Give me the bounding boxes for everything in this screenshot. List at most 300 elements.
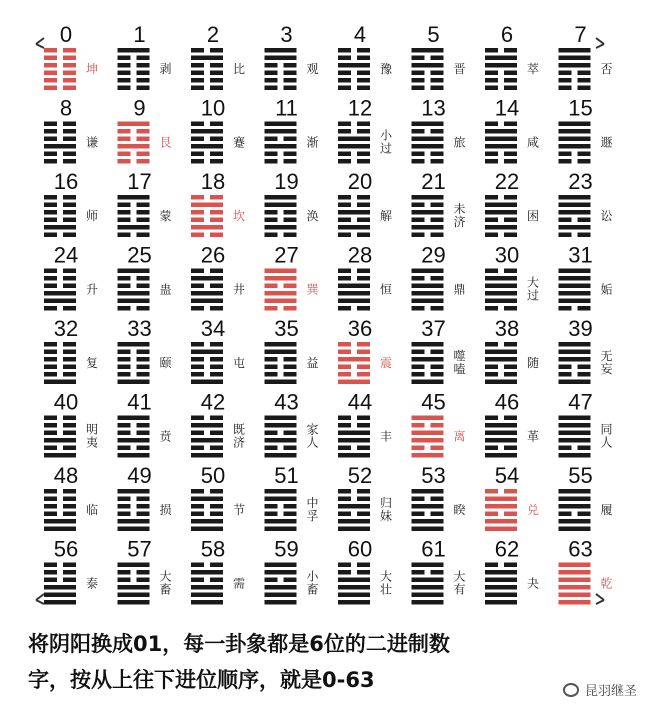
caption-line-1: 将阴阳换成01，每一卦象都是6位的二进制数: [28, 632, 450, 656]
yang-line: [485, 284, 517, 289]
yang-line: [559, 48, 591, 53]
yin-line-right: [357, 416, 370, 421]
hexagram-name: 旅: [453, 135, 466, 150]
yang-line: [265, 380, 297, 385]
yang-line: [191, 203, 223, 208]
hexagram-number: 29: [421, 242, 446, 268]
hexagram-cell: [485, 169, 539, 237]
yin-line-left: [338, 350, 351, 355]
yin-line-left: [338, 78, 351, 83]
yin-line-right: [284, 159, 297, 164]
yang-line: [412, 269, 444, 274]
yin-line-left: [191, 431, 204, 436]
yin-line-right: [210, 446, 223, 451]
yin-line-left: [44, 86, 57, 91]
yin-line-left: [485, 122, 498, 127]
hexagram-cell: [485, 96, 539, 164]
yin-line-right: [504, 306, 517, 311]
yin-line-left: [412, 159, 425, 164]
yin-line-left: [191, 195, 204, 200]
yang-line: [191, 519, 223, 524]
yin-line-right: [284, 152, 297, 157]
yin-line-left: [191, 578, 204, 583]
hexagram-cell: [44, 463, 98, 531]
yang-line: [559, 225, 591, 230]
hexagram-cell: [338, 316, 392, 384]
yin-line-right: [137, 159, 150, 164]
yin-line-left: [412, 233, 425, 238]
hexagram-name: 比: [233, 62, 246, 76]
yang-line: [338, 438, 370, 443]
yin-line-left: [44, 306, 57, 311]
yang-line: [559, 56, 591, 61]
yin-line-left: [44, 233, 57, 238]
yin-line-right: [63, 63, 76, 68]
yang-line: [412, 578, 444, 583]
yang-line: [265, 342, 297, 347]
yin-line-right: [578, 86, 591, 91]
hexagram-cell: [191, 96, 245, 164]
yin-line-left: [412, 203, 425, 208]
yin-line-right: [284, 86, 297, 91]
yin-line-right: [504, 365, 517, 370]
hexagram-name: 同人: [600, 422, 613, 450]
watermark-text: 昆羽继圣: [584, 684, 637, 699]
yang-line: [485, 453, 517, 458]
yin-line-right: [63, 423, 76, 428]
yin-line-left: [338, 489, 351, 494]
yin-line-right: [137, 284, 150, 289]
yin-line-right: [431, 276, 444, 281]
hexagram-cell: [118, 390, 173, 458]
yang-line: [265, 585, 297, 590]
yang-line: [44, 438, 76, 443]
yang-line: [265, 291, 297, 296]
yin-line-right: [137, 357, 150, 362]
yin-line-right: [578, 306, 591, 311]
yin-line-left: [118, 431, 131, 436]
yang-line: [265, 129, 297, 134]
hexagram-cell: [338, 22, 392, 90]
hexagram-name: 坎: [233, 209, 246, 223]
yin-line-left: [118, 306, 131, 311]
yang-line: [559, 416, 591, 421]
yin-line-left: [265, 233, 278, 238]
yin-line-left: [44, 276, 57, 281]
yang-line: [412, 489, 444, 494]
yang-line: [338, 578, 370, 583]
yang-line: [338, 291, 370, 296]
yin-line-left: [412, 497, 425, 502]
yin-line-left: [44, 48, 57, 53]
yin-line-right: [137, 137, 150, 142]
yin-line-right: [357, 512, 370, 517]
yang-line: [559, 600, 591, 605]
hexagram-number: 14: [494, 95, 520, 121]
yin-line-left: [44, 56, 57, 61]
yin-line-left: [485, 159, 498, 164]
yang-line: [412, 380, 444, 385]
yin-line-left: [485, 86, 498, 91]
yang-line: [338, 504, 370, 509]
yin-line-right: [284, 78, 297, 83]
hexagram-name: 需: [233, 576, 246, 591]
yang-line: [118, 48, 150, 53]
yin-line-right: [63, 357, 76, 362]
yang-line: [485, 438, 517, 443]
yang-line: [191, 225, 223, 230]
yin-line-left: [265, 504, 278, 509]
yang-line: [118, 593, 150, 598]
yang-line: [44, 380, 76, 385]
yin-line-left: [338, 570, 351, 575]
yin-line-right: [210, 365, 223, 370]
yin-line-left: [191, 284, 204, 289]
yin-line-right: [137, 306, 150, 311]
hexagram-number: 63: [568, 536, 593, 562]
yin-line-right: [431, 152, 444, 157]
yang-line: [485, 423, 517, 428]
hexagram-name: 噬嗑: [453, 349, 466, 376]
yin-line-right: [504, 195, 517, 200]
hexagram-cell: [44, 390, 98, 458]
yang-line: [265, 527, 297, 532]
hexagram-name: 夬: [527, 576, 540, 591]
hexagram-number: 6: [500, 22, 514, 47]
yang-line: [559, 144, 591, 149]
yin-line-left: [118, 218, 131, 223]
hexagram-number: 2: [206, 22, 220, 47]
yin-line-left: [338, 306, 351, 311]
hexagram-number: 42: [200, 389, 226, 415]
yin-line-left: [118, 423, 131, 428]
yin-line-right: [63, 152, 76, 157]
hexagram-name: 贲: [159, 429, 172, 444]
yin-line-left: [412, 276, 425, 281]
yang-line: [412, 291, 444, 296]
hexagram-number: 48: [53, 463, 79, 488]
yin-line-right: [137, 71, 150, 76]
yin-line-left: [118, 129, 131, 134]
yin-line-right: [210, 137, 223, 142]
yang-line: [338, 63, 370, 68]
hexagram-cell: [338, 390, 392, 458]
yin-line-left: [338, 218, 351, 223]
yin-line-right: [63, 342, 76, 347]
yin-line-right: [504, 416, 517, 421]
yin-line-right: [431, 78, 444, 83]
yin-line-right: [504, 342, 517, 347]
yang-line: [559, 203, 591, 208]
yin-line-right: [578, 512, 591, 517]
yin-line-left: [412, 350, 425, 355]
yin-line-right: [63, 269, 76, 274]
yang-line: [485, 527, 517, 532]
hexagram-name: 讼: [600, 209, 613, 223]
yin-line-left: [191, 446, 204, 451]
yin-line-left: [485, 218, 498, 223]
yang-line: [559, 423, 591, 428]
yang-line: [559, 489, 591, 494]
yin-line-left: [118, 159, 131, 164]
yin-line-left: [118, 56, 131, 61]
hexagram-number: 1: [133, 22, 146, 47]
yang-line: [118, 527, 150, 532]
yin-line-right: [210, 489, 223, 494]
yin-line-left: [338, 48, 351, 53]
yin-line-right: [357, 86, 370, 91]
yin-line-right: [63, 276, 76, 281]
yang-line: [265, 519, 297, 524]
yin-line-left: [338, 203, 351, 208]
yin-line-right: [431, 129, 444, 134]
yang-line: [338, 225, 370, 230]
yin-line-left: [485, 446, 498, 451]
yang-line: [485, 497, 517, 502]
hexagram-name: 丰: [380, 429, 393, 444]
hexagram-name: 既济: [233, 422, 246, 450]
yin-line-right: [284, 71, 297, 76]
hexagram-name: 豫: [380, 62, 393, 76]
yin-line-left: [412, 56, 425, 61]
hexagram-number: 38: [494, 316, 520, 341]
yin-line-left: [412, 129, 425, 134]
yin-line-left: [412, 570, 425, 575]
yin-line-left: [338, 195, 351, 200]
hexagram-number: 36: [347, 316, 373, 341]
yang-line: [118, 563, 150, 568]
yang-line: [485, 203, 517, 208]
yin-line-left: [191, 137, 204, 142]
yang-line: [44, 519, 76, 524]
yang-line: [559, 137, 591, 142]
yin-line-left: [338, 446, 351, 451]
yin-line-left: [559, 306, 572, 311]
yang-line: [559, 438, 591, 443]
hexagram-cell: [118, 316, 172, 384]
yin-line-right: [284, 63, 297, 68]
yin-line-left: [118, 350, 131, 355]
hexagram-cell: [485, 537, 539, 605]
yin-line-left: [412, 423, 425, 428]
yang-line: [265, 423, 297, 428]
yang-line: [412, 527, 444, 532]
hexagram-name: 屯: [233, 356, 246, 370]
yin-line-left: [265, 512, 278, 517]
yin-line-right: [210, 210, 223, 215]
yang-line: [118, 299, 150, 304]
yang-line: [191, 380, 223, 385]
yin-line-right: [357, 446, 370, 451]
hexagram-name: 随: [527, 356, 540, 370]
yin-line-left: [338, 365, 351, 370]
hexagram-number: 37: [421, 316, 446, 341]
yin-line-right: [137, 129, 150, 134]
yang-line: [265, 570, 297, 575]
yin-line-right: [137, 504, 150, 509]
yin-line-left: [559, 86, 572, 91]
yang-line: [559, 563, 591, 568]
yin-line-left: [485, 152, 498, 157]
yin-line-right: [63, 489, 76, 494]
hexagram-number: 21: [421, 169, 446, 194]
yin-line-right: [504, 159, 517, 164]
yin-line-right: [63, 48, 76, 53]
hexagram-cell: [265, 390, 319, 458]
yang-line: [559, 380, 591, 385]
yin-line-left: [44, 71, 57, 76]
yin-line-right: [63, 129, 76, 134]
yin-line-right: [63, 350, 76, 355]
yin-line-left: [265, 446, 278, 451]
yin-line-right: [357, 342, 370, 347]
yin-line-left: [118, 497, 131, 502]
yang-line: [44, 593, 76, 598]
yang-line: [265, 489, 297, 494]
yin-line-right: [210, 122, 223, 127]
yin-line-right: [357, 56, 370, 61]
yang-line: [559, 342, 591, 347]
yin-line-right: [431, 56, 444, 61]
hexagram-number: 20: [347, 169, 373, 194]
hexagram-number: 26: [200, 242, 226, 268]
yin-line-right: [210, 269, 223, 274]
yin-line-left: [485, 233, 498, 238]
hexagram-cell: [412, 463, 466, 531]
yang-line: [191, 291, 223, 296]
yin-line-right: [578, 233, 591, 238]
yang-line: [265, 299, 297, 304]
yin-line-left: [44, 578, 57, 583]
yin-line-right: [431, 365, 444, 370]
yin-line-left: [265, 372, 278, 377]
hexagram-cell: [191, 537, 245, 605]
yang-line: [485, 129, 517, 134]
yin-line-left: [44, 269, 57, 274]
hexagram-name: 震: [380, 356, 393, 370]
yang-line: [559, 585, 591, 590]
yin-line-left: [338, 563, 351, 568]
yin-line-right: [63, 284, 76, 289]
hexagram-name: 未济: [453, 202, 466, 229]
hexagram-name: 大畜: [159, 569, 172, 597]
yin-line-left: [485, 78, 498, 83]
hexagram-name: 升: [86, 282, 99, 297]
yin-line-left: [265, 78, 278, 83]
yang-line: [559, 195, 591, 200]
yin-line-left: [338, 276, 351, 281]
yin-line-left: [559, 78, 572, 83]
hexagram-cell: [191, 316, 245, 384]
hexagram-name: 明夷: [86, 422, 99, 450]
yin-line-left: [44, 137, 57, 142]
yang-line: [338, 527, 370, 532]
yin-line-left: [338, 159, 351, 164]
hexagram-cell: [559, 169, 613, 237]
yin-line-right: [504, 512, 517, 517]
yin-line-right: [137, 372, 150, 377]
yin-line-left: [44, 365, 57, 370]
yin-line-left: [338, 372, 351, 377]
yin-line-right: [357, 195, 370, 200]
hexagram-cell: [118, 537, 172, 605]
yin-line-left: [191, 122, 204, 127]
yang-line: [265, 122, 297, 127]
yang-line: [191, 497, 223, 502]
yin-line-left: [412, 78, 425, 83]
yin-line-right: [504, 71, 517, 76]
yin-line-left: [485, 269, 498, 274]
yin-line-right: [63, 504, 76, 509]
yin-line-left: [191, 159, 204, 164]
hexagram-cell: [265, 96, 319, 164]
yin-line-left: [559, 152, 572, 157]
yang-line: [265, 48, 297, 53]
yin-line-right: [284, 372, 297, 377]
yang-line: [265, 497, 297, 502]
yin-line-left: [44, 497, 57, 502]
yin-line-right: [357, 159, 370, 164]
hexagram-cell: [44, 96, 98, 164]
hexagram-cell: [412, 96, 466, 164]
yin-line-right: [284, 504, 297, 509]
yin-line-right: [357, 203, 370, 208]
yin-line-left: [265, 431, 278, 436]
yin-line-right: [504, 78, 517, 83]
yang-line: [191, 438, 223, 443]
hexagram-cell: [191, 169, 245, 237]
hexagram-name: 益: [306, 356, 319, 370]
yang-line: [118, 380, 150, 385]
yin-line-left: [559, 512, 572, 517]
yin-line-left: [118, 284, 131, 289]
yin-line-left: [118, 512, 131, 517]
yang-line: [191, 527, 223, 532]
yin-line-right: [357, 365, 370, 370]
yin-line-right: [504, 269, 517, 274]
yin-line-right: [137, 203, 150, 208]
yin-line-left: [412, 512, 425, 517]
yang-line: [559, 122, 591, 127]
yin-line-left: [44, 350, 57, 355]
yang-line: [559, 63, 591, 68]
hexagram-cell: [118, 169, 172, 237]
hexagram-name: 井: [233, 282, 246, 297]
yang-line: [44, 299, 76, 304]
yang-line: [265, 438, 297, 443]
yin-line-left: [265, 210, 278, 215]
yin-line-left: [191, 489, 204, 494]
yin-line-right: [210, 159, 223, 164]
yin-line-right: [210, 195, 223, 200]
yin-line-right: [357, 497, 370, 502]
yin-line-left: [265, 306, 278, 311]
yin-line-right: [357, 269, 370, 274]
yin-line-left: [118, 276, 131, 281]
yang-line: [412, 431, 444, 436]
yin-line-left: [191, 357, 204, 362]
hexagram-cell: [412, 537, 466, 605]
yin-line-left: [44, 489, 57, 494]
yang-line: [338, 210, 370, 215]
yin-line-right: [137, 578, 150, 583]
yin-line-right: [578, 152, 591, 157]
yin-line-right: [284, 210, 297, 215]
yang-line: [559, 357, 591, 362]
yin-line-left: [44, 122, 57, 127]
yang-line: [118, 453, 150, 458]
hexagram-number: 13: [421, 95, 446, 121]
